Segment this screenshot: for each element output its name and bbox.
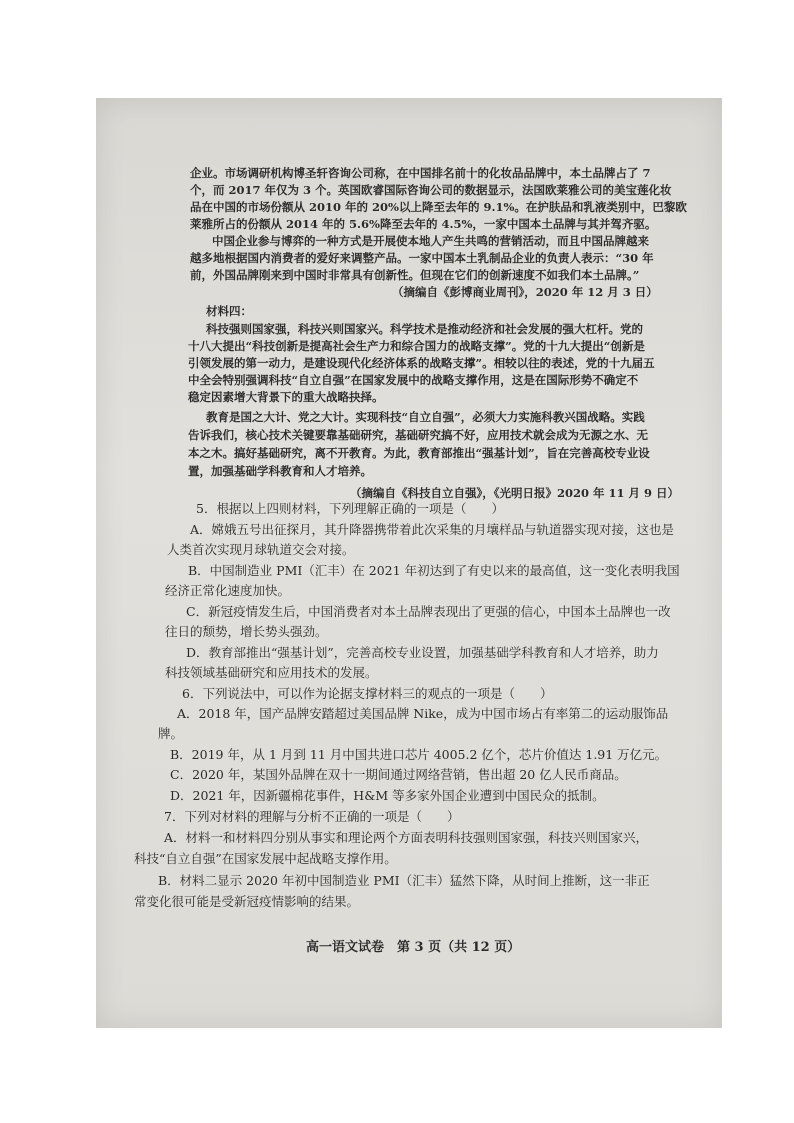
- q6-option-b: B．2019 年，从 1 月到 11 月中国共进口芯片 4005.2 亿个，芯片价值达 1.91 万亿元。: [170, 747, 668, 762]
- q5-option-c-1: C．新冠疫情发生后，中国消费者对本土品牌表现出了更强的信心，中国本土品牌也一改: [186, 604, 671, 619]
- q7-option-a-1: A．材料一和材料四分别从事实和理论两个方面表明科技强则国家强，科技兴则国家兴，: [164, 830, 649, 845]
- q5-option-a-1: A．嫦娥五号出征探月，其升降器携带着此次采集的月壤样品与轨道器实现对接，这也是: [190, 522, 675, 537]
- material4-line-7: 告诉我们，核心技术关键要靠基础研究，基础研究搞不好，应用技术就会成为无源之水、无: [188, 428, 648, 442]
- q7-stem: 7．下列对材料的理解与分析不正确的一项是（ ）: [164, 809, 460, 824]
- material4-title: 材料四：: [206, 304, 252, 318]
- material4-line-6: 教育是国之大计、党之大计。实现科技“自立自强”，必须大力实施科教兴国战略。实践: [206, 410, 645, 424]
- q6-option-c: C．2020 年，某国外品牌在双十一期间通过网络营销，售出超 20 亿人民币商品。: [170, 767, 627, 782]
- q5-stem: 5．根据以上四则材料，下列理解正确的一项是（ ）: [196, 501, 504, 516]
- material3-line-1: 企业。市场调研机构博圣轩咨询公司称，在中国排名前十的化妆品品牌中，本土品牌占了 7: [190, 166, 651, 180]
- material4-line-5: 稳定因素增大背景下的重大战略抉择。: [188, 390, 384, 404]
- q6-stem: 6．下列说法中，可以作为论据支撑材料三的观点的一项是（ ）: [182, 686, 553, 701]
- material3-line-7: 前，外国品牌刚来到中国时非常具有创新性。但现在它们的创新速度不如我们本土品牌。”: [190, 268, 640, 282]
- material3-line-4: 莱雅所占的份额从 2014 年的 5.6%降至去年的 4.5%，一家中国本土品牌与其并驾齐驱。: [190, 217, 657, 231]
- q7-option-b-1: B．材料二显示 2020 年初中国制造业 PMI（汇丰）猛然下降，从时间上推断，这一非正: [158, 873, 650, 888]
- material4-source: （摘编自《科技自立自强》，《光明日报》2020 年 11 月 9 日）: [350, 486, 680, 500]
- q7-option-b-2: 常变化很可能是受新冠疫情影响的结果。: [134, 894, 360, 909]
- q5-option-b-1: B．中国制造业 PMI（汇丰）在 2021 年初达到了有史以来的最高值，这一变化表明我国: [188, 563, 680, 578]
- q6-option-d: D．2021 年，因新疆棉花事件，H&M 等多家外国企业遭到中国民众的抵制。: [170, 788, 605, 803]
- q5-option-b-2: 经济正常化速度加快。: [165, 583, 291, 598]
- q6-option-a-2: 牌。: [158, 726, 184, 741]
- material3-line-2: 个，而 2017 年仅为 3 个。英国欧睿国际咨询公司的数据显示，法国欧莱雅公司的美宝莲化妆: [190, 183, 672, 197]
- material4-line-1: 科技强则国家强，科技兴则国家兴。科学技术是推动经济和社会发展的强大杠杆。党的: [206, 322, 643, 336]
- material3-line-5: 中国企业参与博弈的一种方式是开展使本地人产生共鸣的营销活动，而且中国品牌越来: [212, 234, 649, 248]
- material4-line-4: 中全会特别强调科技“自立自强”在国家发展中的战略支撑作用，这是在国际形势不确定不: [188, 373, 639, 387]
- material4-line-8: 本之木。搞好基础研究，离不开教育。为此，教育部推出“强基计划”，旨在完善高校专业设: [188, 446, 650, 460]
- material3-source: （摘编自《彭博商业周刊》，2020 年 12 月 3 日）: [392, 285, 658, 299]
- q5-option-a-2: 人类首次实现月球轨道交会对接。: [167, 542, 355, 557]
- material3-line-3: 品在中国的市场份额从 2010 年的 20%以上降至去年的 9.1%。在护肤品和乳液类别中，巴黎欧: [190, 200, 687, 214]
- q5-option-d-2: 科技领域基础研究和应用技术的发展。: [165, 665, 378, 680]
- page-footer: 高一语文试卷 第 3 页（共 12 页）: [306, 940, 521, 955]
- q7-option-a-2: 科技“自立自强”在国家发展中起战略支撑作用。: [134, 851, 397, 866]
- material4-line-3: 引领发展的第一动力，是建设现代化经济体系的战略支撑”。相较以往的表述，党的十九届五: [188, 356, 655, 370]
- q5-option-d-1: D．教育部推出“强基计划”，完善高校专业设置，加强基础学科教育和人才培养，助力: [186, 645, 659, 660]
- material4-line-9: 置，加强基础学科教育和人才培养。: [188, 464, 372, 478]
- q5-option-c-2: 往日的颓势，增长势头强劲。: [165, 624, 328, 639]
- material4-line-2: 十八大提出“科技创新是提高社会生产力和综合国力的战略支撑”。党的十九大提出“创新是: [188, 339, 645, 353]
- material3-line-6: 越多地根据国内消费者的爱好来调整产品。一家中国本土乳制品企业的负责人表示：“30 年: [190, 251, 654, 265]
- q6-option-a-1: A．2018 年，国产品牌安踏超过美国品牌 Nike，成为中国市场占有率第二的运动服饰品: [177, 706, 669, 721]
